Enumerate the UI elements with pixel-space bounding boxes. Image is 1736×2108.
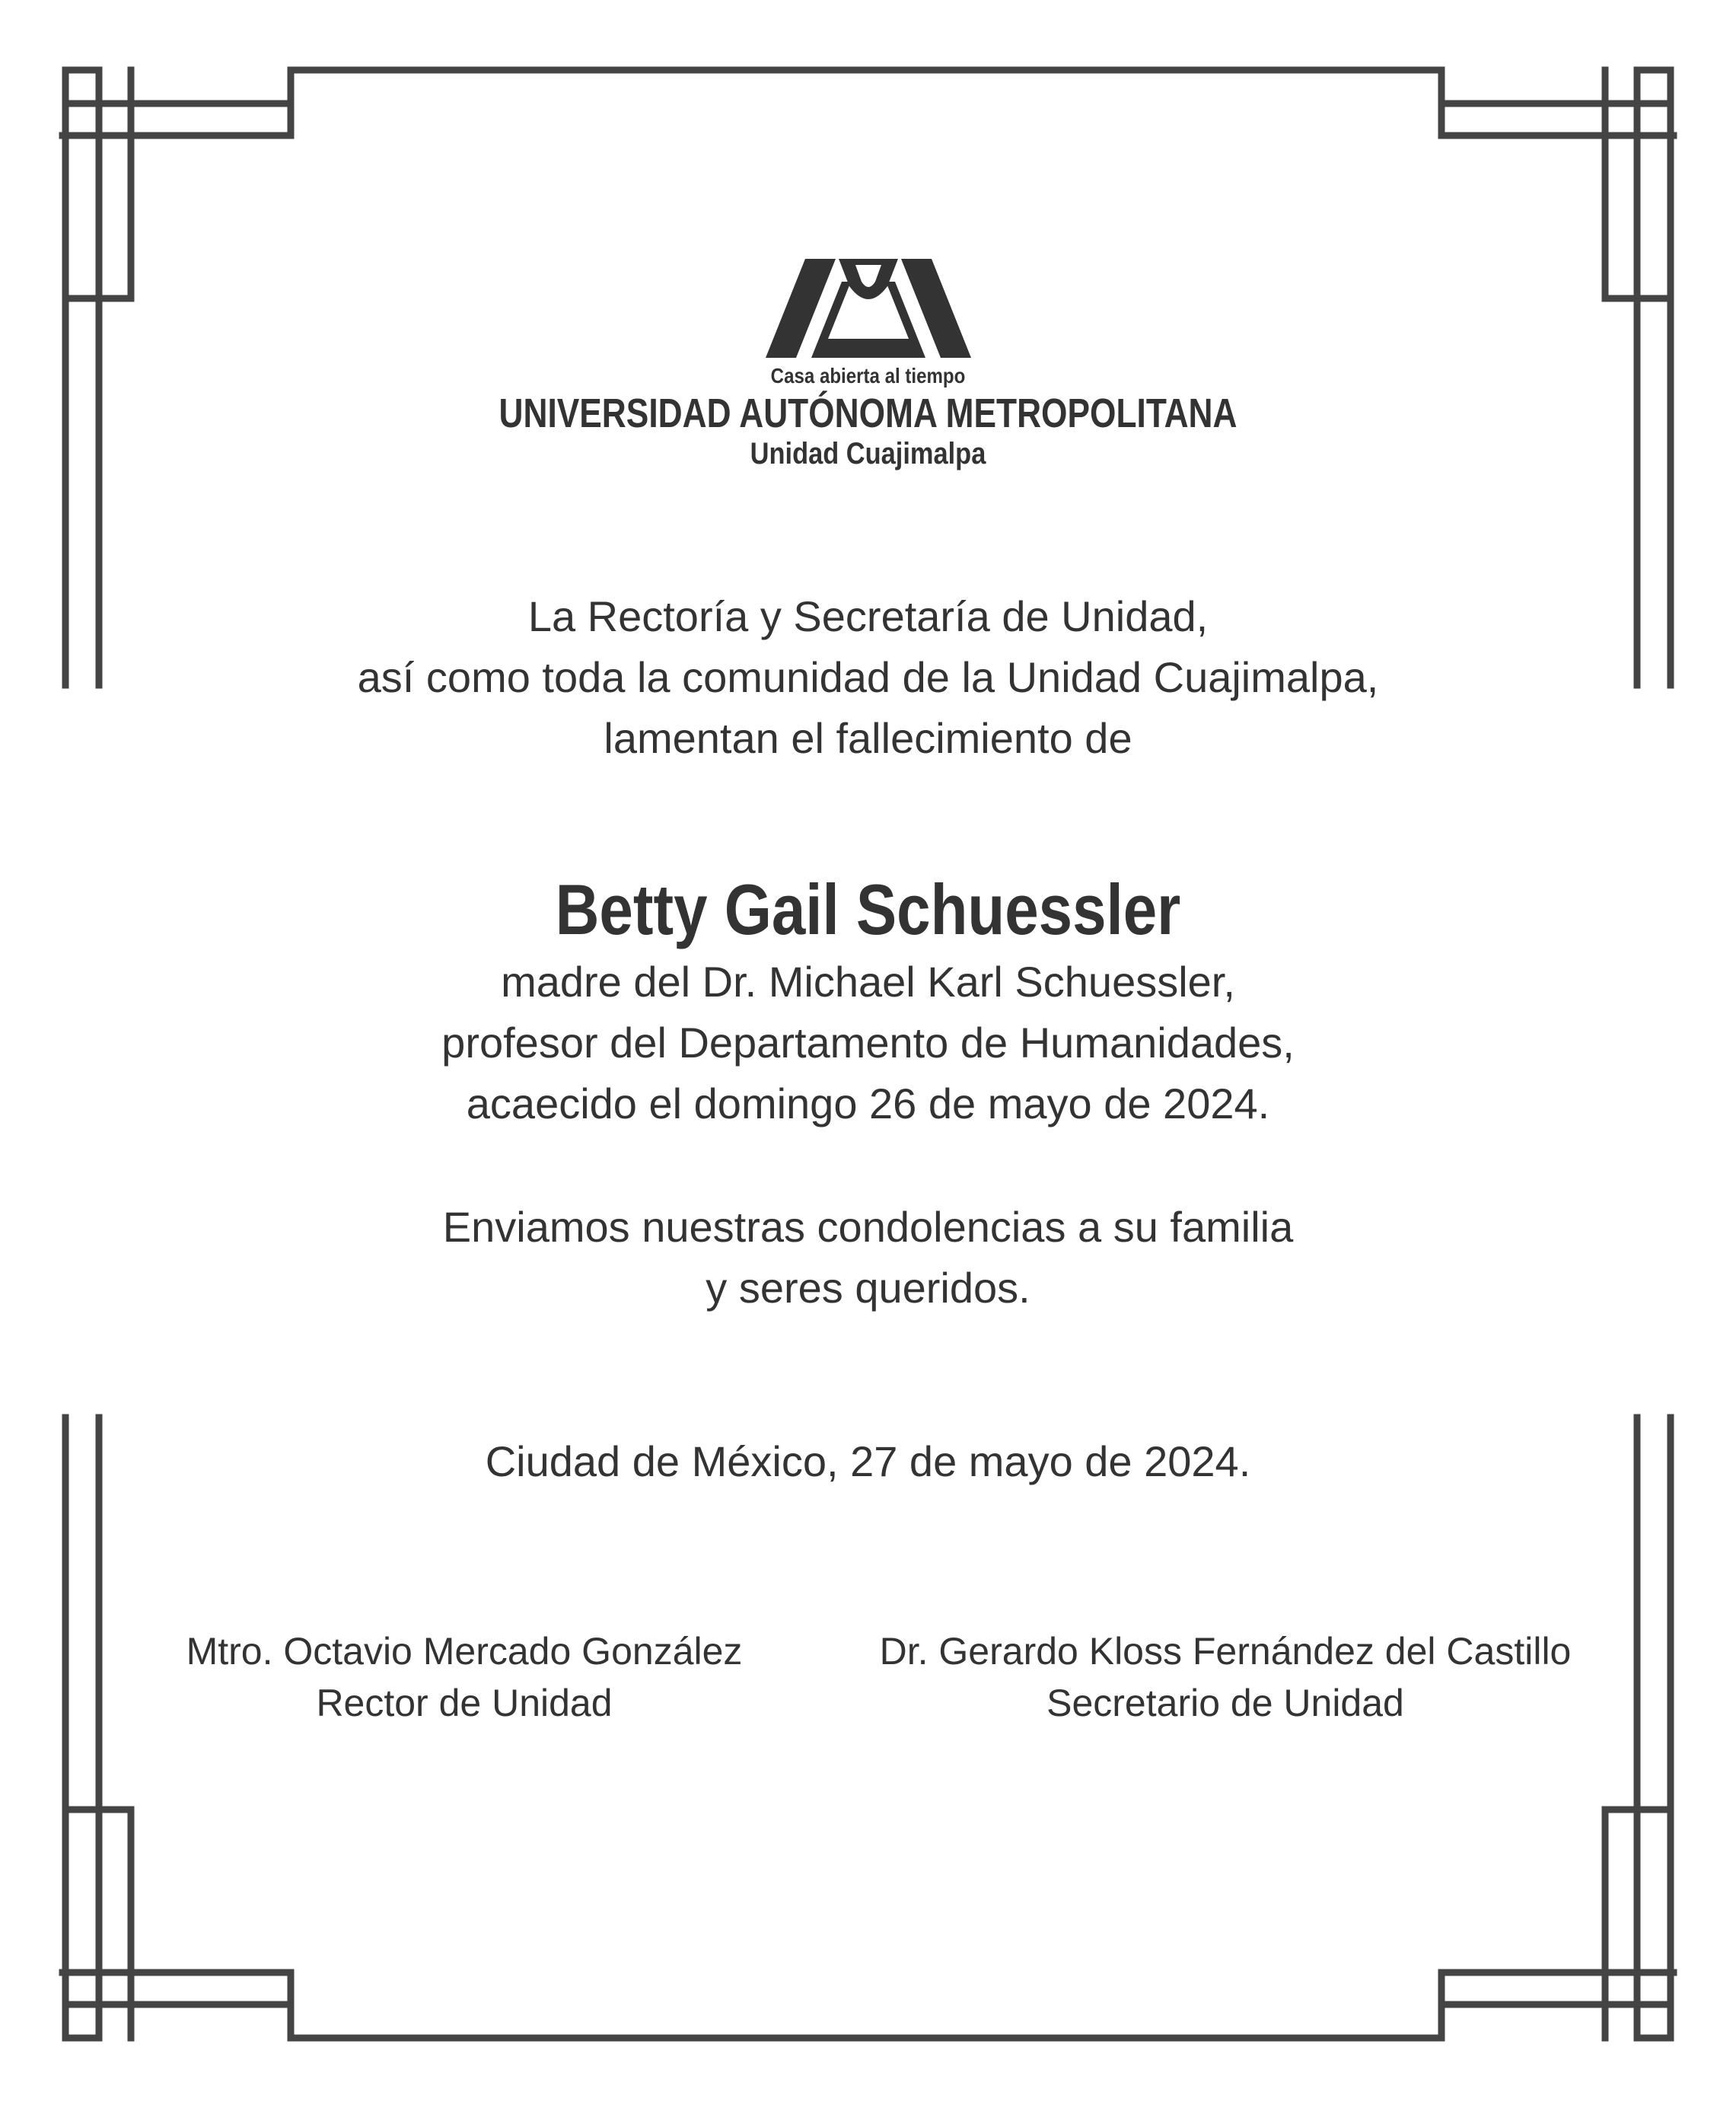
signer-name: Mtro. Octavio Mercado González: [186, 1630, 743, 1673]
condolences-line: y seres queridos.: [706, 1264, 1030, 1312]
condolences-line: Enviamos nuestras condolencias a su familia: [442, 1203, 1294, 1251]
logo-university-name: UNIVERSIDAD AUTÓNOMA METROPOLITANA: [499, 391, 1237, 436]
intro-line: así como toda la comunidad de la Unidad Cuajimalpa,: [357, 653, 1379, 701]
details-line: profesor del Departamento de Humanidades,: [441, 1019, 1295, 1067]
signer-secretary: [807, 1625, 1644, 1729]
details-line: acaecido el domingo 26 de mayo de 2024.: [466, 1080, 1270, 1127]
details-line: madre del Dr. Michael Karl Schuessler,: [501, 958, 1235, 1006]
logo-motto: Casa abierta al tiempo: [770, 364, 966, 387]
uam-emblem-icon: [766, 259, 971, 358]
signer-rector: [46, 1625, 883, 1729]
signer-title: Rector de Unidad: [316, 1682, 613, 1724]
university-logo: [0, 259, 1736, 471]
logo-unit-name: Unidad Cuajimalpa: [750, 437, 986, 470]
intro-line: lamentan el fallecimiento de: [604, 714, 1132, 762]
place-date: Ciudad de México, 27 de mayo de 2024.: [485, 1437, 1251, 1485]
condolences-paragraph: [0, 1197, 1736, 1319]
signer-name: Dr. Gerardo Kloss Fernández del Castillo: [879, 1630, 1572, 1673]
signer-title: Secretario de Unidad: [1046, 1682, 1404, 1724]
details-paragraph: [0, 952, 1736, 1134]
intro-paragraph: [0, 586, 1736, 769]
deceased-name: Betty Gail Schuessler: [555, 869, 1181, 949]
intro-line: La Rectoría y Secretaría de Unidad,: [527, 592, 1209, 640]
